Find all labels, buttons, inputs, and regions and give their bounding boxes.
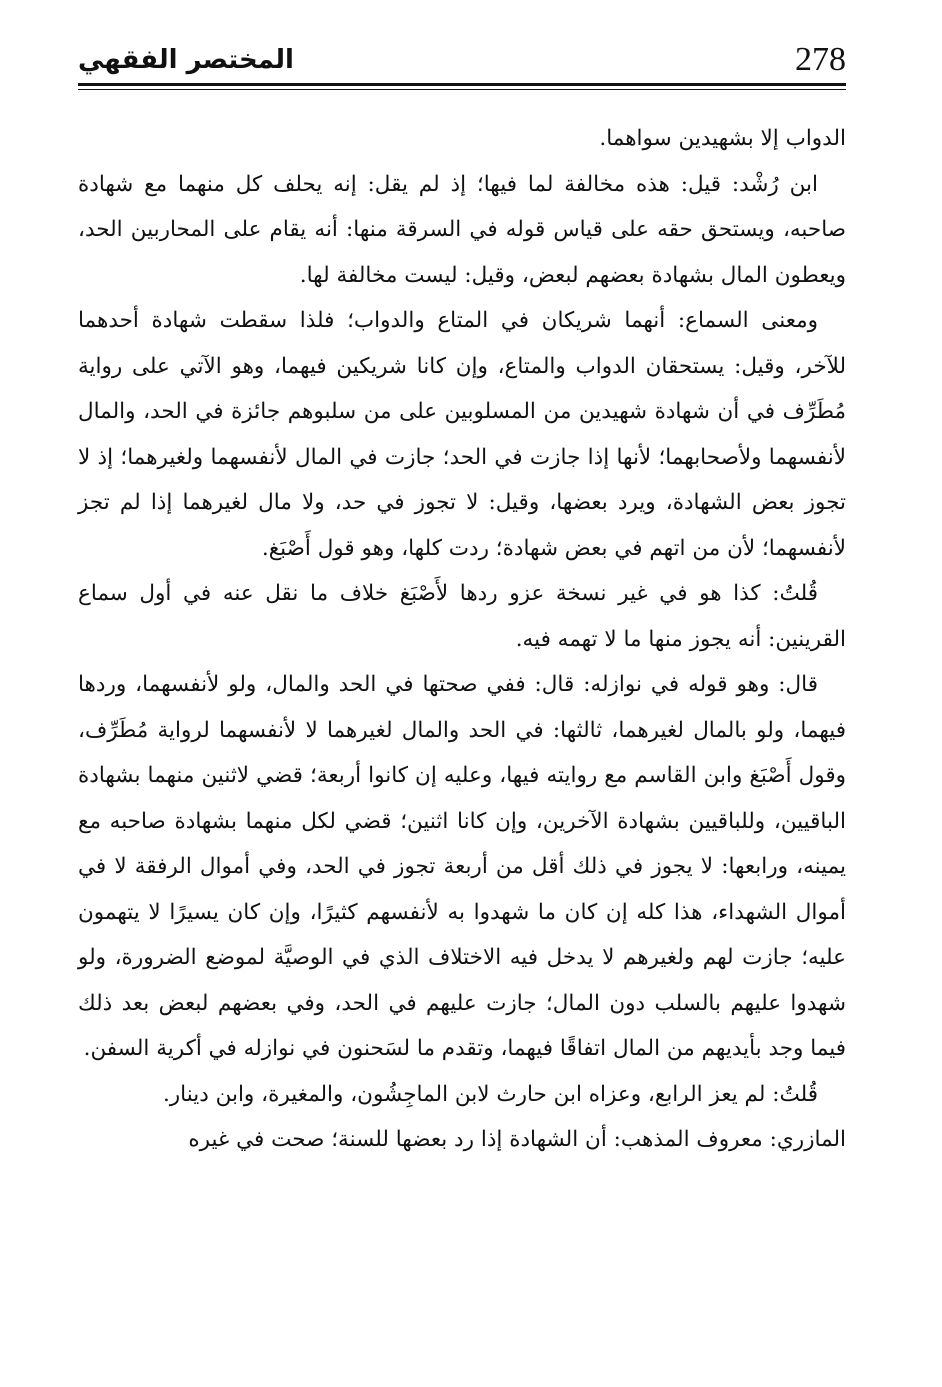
page-number: 278 (795, 41, 846, 78)
paragraph-5: قال: وهو قوله في نوازله: قال: ففي صحتها في الحد والمال، ولو لأنفسهما، وردها فيهما، ولو بالمال لغيرهما، ثالثها: في الحد والمال لغيرهما لا لأنفسهما لرواية مُطَرِّف، وقول أَصْبَغ وابن القاسم مع روايته فيها، وعليه إن كانوا أربعة؛ قضي لاثنين منهما بشهادة الباقيين، وللباقيين بشهادة الآخرين، وإن كانا اثنين؛ قضي لكل منهما بشهادة صاحبه مع يمينه، ورابعها: لا يجوز في ذلك أقل من أربعة تجوز في الحد، وفي أموال الرفقة لا في أموال الشهداء، هذا كله إن كان ما شهدوا به لأنفسهم كثيرًا، وإن كان يسيرًا لا يتهمون عليه؛ جازت لهم ولغيرهم لا يدخل فيه الاختلاف الذي في الوصيَّة لموضع الضرورة، ولو شهدوا عليهم بالسلب دون المال؛ جازت عليهم في الحد، وفي بعضهم لبعض بعد ذلك فيما وجد بأيديهم من المال اتفاقًا فيهما، وتقدم ما لسَحنون في نوازله في أكرية السفن. (78, 672, 846, 1061)
running-title: المختصر الفقهي (78, 45, 294, 75)
page-header (78, 38, 846, 88)
paragraph-4: قُلتُ: كذا هو في غير نسخة عزو ردها لأَصْبَغ خلاف ما نقل عنه في أول سماع القرينين: أنه يجوز منها ما لا تهمه فيه. (78, 581, 846, 652)
paragraph-7: المازري: معروف المذهب: أن الشهادة إذا رد بعضها للسنة؛ صحت في غيره (188, 1127, 846, 1152)
paragraph-3: ومعنى السماع: أنهما شريكان في المتاع والدواب؛ فلذا سقطت شهادة أحدهما للآخر، وقيل: يستحقان الدواب والمتاع، وإن كانا شريكين فيهما، وهو الآتي على رواية مُطَرِّف في أن شهادة شهيدين من المسلوبين على من سلبوهم جائزة في الحد، والمال لأنفسهما ولأصحابهما؛ لأنها إذا جازت في الحد؛ جازت في المال لأنفسهما ولغيرهما؛ إذ لا تجوز بعض الشهادة، ويرد بعضها، وقيل: لا تجوز في حد، ولا مال لغيرهما إذا لم تجز لأنفسهما؛ لأن من اتهم في بعض شهادة؛ ردت كلها، وهو قول أَصْبَغ. (78, 308, 846, 561)
header-rule (78, 83, 846, 86)
paragraph-2: ابن رُشْد: قيل: هذه مخالفة لما فيها؛ إذ لم يقل: إنه يحلف كل منهما مع شهادة صاحبه، ويستحق حقه على قياس قوله في السرقة منها: أنه يقام على المحاربين الحد، ويعطون المال بشهادة بعضهم لبعض، وقيل: ليست مخالفة لها. (78, 171, 846, 288)
body-text (78, 116, 846, 1163)
paragraph-1: الدواب إلا بشهيدين سواهما. (599, 126, 846, 151)
paragraph-6: قُلتُ: لم يعز الرابع، وعزاه ابن حارث لابن الماجِشُون، والمغيرة، وابن دينار. (162, 1081, 818, 1107)
header-rule-thin (78, 89, 846, 90)
